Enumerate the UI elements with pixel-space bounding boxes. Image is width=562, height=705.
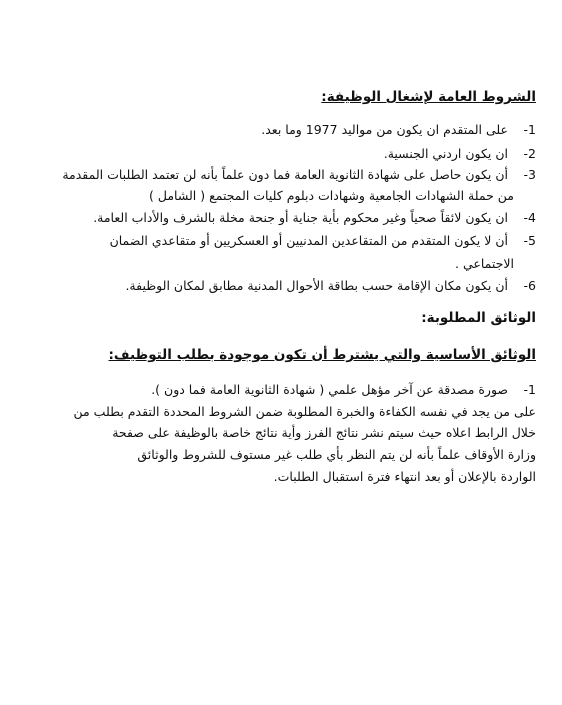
paragraph-line-2: خلال الرابط اعلاه حيث سيتم نشر نتائج الفرز وأية نتائج خاصة بالوظيفة على صفحة: [112, 425, 536, 440]
paragraph-line-4: الواردة بالإعلان أو بعد انتهاء فترة استقبال الطلبات.: [273, 469, 536, 484]
condition-3-number: 3-: [523, 167, 536, 182]
condition-5-continuation: الاجتماعي .: [455, 256, 514, 271]
document-1: [151, 381, 536, 399]
condition-1: [261, 121, 536, 139]
condition-6: [125, 277, 536, 295]
condition-5-number: 5-: [523, 233, 536, 248]
condition-3: [62, 166, 536, 184]
condition-2-number: 2-: [523, 146, 536, 161]
condition-2: [384, 145, 536, 163]
condition-3-text-line1: أن يكون حاصل على شهادة الثانوية العامة فما دون علماً بأنه لن تعتمد الطلبات المقدمة: [62, 167, 509, 182]
condition-1-number: 1-: [523, 122, 536, 137]
condition-2-text: ان يكون اردني الجنسية.: [383, 146, 509, 161]
document-1-text: صورة مصدقة عن آخر مؤهل علمي ( شهادة الثانوية العامة فما دون ).: [151, 382, 509, 397]
general-conditions-heading: الشروط العامة لإشغال الوظيفة:: [321, 89, 536, 105]
condition-1-text: على المتقدم ان يكون من مواليد 1977 وما بعد.: [261, 122, 509, 137]
paragraph-line-3: وزارة الأوقاف علماً بأنه لن يتم النظر بأي طلب غير مستوف للشروط والوثائق: [137, 447, 536, 462]
condition-3-continuation: من حملة الشهادات الجامعية وشهادات دبلوم كليات المجتمع ( الشامل ): [149, 188, 514, 203]
condition-4-number: 4-: [523, 210, 536, 225]
required-documents-heading: الوثائق المطلوبة:: [421, 310, 536, 326]
document-1-number: 1-: [523, 382, 536, 397]
condition-4-text: ان يكون لائقاً صحياً وغير محكوم بأية جناية أو جنحة مخلة بالشرف والأداب العامة.: [93, 210, 509, 225]
condition-6-text: أن يكون مكان الإقامة حسب بطاقة الأحوال المدنية مطابق لمكان الوظيفة.: [125, 278, 509, 293]
condition-5-text-line1: أن لا يكون المتقدم من المتقاعدين المدنيين أو العسكريين أو متقاعدي الضمان: [109, 233, 509, 248]
condition-6-number: 6-: [523, 278, 536, 293]
essential-documents-heading: الوثائق الأساسية والتي يشترط أن تكون موجودة بطلب التوظيف:: [108, 347, 536, 363]
condition-5: [110, 232, 536, 250]
condition-4: [93, 209, 536, 227]
paragraph-line-1: على من يجد في نفسه الكفاءة والخبرة المطلوبة ضمن الشروط المحددة التقدم بطلب من: [73, 404, 536, 419]
